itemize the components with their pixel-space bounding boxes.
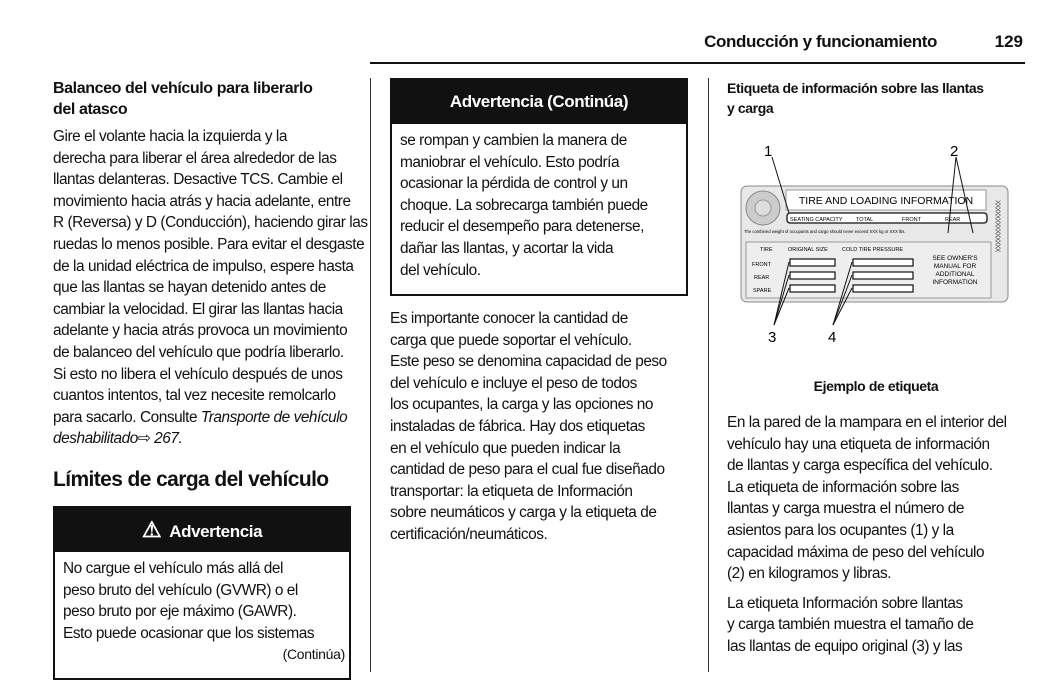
heading-line: Balanceo del vehículo para liberarlo [53,80,313,97]
label-tire: TIRE [760,247,773,253]
text-line: reducir el desempeño para detenerse, [400,218,644,236]
text-line: dañar las llantas, y acortar la vida [400,239,614,257]
text-line: La etiqueta Información sobre llantas [727,594,963,612]
text-line: del vehículo e incluye el peso de todos [390,374,637,392]
warning-header [55,508,349,552]
callout-3: 3 [768,329,777,346]
text-line: Gire el volante hacia la izquierda y la [53,128,287,145]
text-line: En la pared de la mampara en el interior del [727,414,1007,431]
label-rear: REAR [945,217,961,223]
figure-heading [727,78,1025,118]
figure-caption: Ejemplo de etiqueta [813,378,939,394]
xref-page[interactable]: 267. [150,430,183,448]
text-line: maniobrar el vehículo. Esto podría [400,153,620,171]
text-line: que las llantas se hayan detenido antes de [53,279,326,297]
label-title: TIRE AND LOADING INFORMATION [798,195,974,207]
text-line: Es importante conocer la cantidad de [390,310,628,327]
warning-text [392,124,686,287]
text-line: sobre neumáticos y carga y la etiqueta de [390,504,657,522]
label-row: SPARE [753,288,772,294]
text-line: No cargue el vehículo más allá del [63,559,283,577]
text-line: y carga también muestra el tamaño de [727,616,974,634]
text-line: capacidad máxima de peso del vehículo [727,543,985,561]
heading-line: Etiqueta de información sobre las llantas [727,80,984,96]
callout-2: 2 [950,143,959,160]
warning-box [53,506,351,680]
text-line: Si esto no libera el vehículo después de unos [53,365,343,383]
text-line: peso bruto del vehículo (GVWR) o el [63,581,298,599]
text-line: los ocupantes, la carga y las opciones no [390,396,654,414]
text-line: de balanceo del vehículo que podría liberarlo. [53,343,344,361]
label-see: MANUAL FOR [933,263,977,270]
callout-1: 1 [764,143,773,160]
text-line: de la unidad eléctrica de impulso, espere hasta [53,257,354,275]
label-row: FRONT [752,262,771,268]
text-line: Esto puede ocasionar que los sistemas [63,624,315,642]
label-see: INFORMATION [932,279,978,286]
heading-line: y carga [727,100,774,116]
text-line: derecha para liberar el área alrededor de las [53,149,337,167]
svg-text:XXXXXXXXXXXXXX: XXXXXXXXXXXXXX [993,200,1001,252]
text-line: instaladas de fábrica. Hay dos etiquetas [390,417,645,435]
warning-box-continued [390,78,688,296]
text-line: cambiar la velocidad. El girar las llantas hacia [53,300,343,318]
paragraph [390,308,688,546]
xref-link[interactable]: deshabilitado [53,430,138,448]
label-seating: SEATING CAPACITY [790,217,843,223]
heading-line: del atasco [53,101,128,118]
column-3 [727,78,1025,655]
text-line: ruedas lo menos posible. Para evitar el desgaste [53,235,365,253]
warning-header: Advertencia (Continúa) [392,80,686,124]
column-divider [708,78,709,672]
warning-triangle-icon: ⚠ [141,516,162,542]
text-line: las llantas de equipo original (3) y las [727,637,963,655]
callout-4: 4 [828,329,837,346]
column-2 [390,78,688,546]
label-warning: The combined weight of occupants and cargo should never exceed XXX kg or XXX lbs. [744,229,906,234]
paragraph [727,412,1007,585]
text-line: del vehículo. [400,261,481,279]
label-row: REAR [754,275,770,281]
warning-title: Advertencia [169,521,263,541]
label-see: SEE OWNER'S [932,255,978,262]
text-line: de llantas y carga específica del vehículo. [727,457,993,475]
text-line: La etiqueta de información sobre las [727,478,959,496]
text-line: cuantos intentos, tal vez necesite remolcarlo [53,387,336,405]
text-line: choque. La sobrecarga también puede [400,196,648,214]
text-line: carga que puede soportar el vehículo. [390,331,632,349]
text-line: Este peso se denomina capacidad de peso [390,353,667,371]
text-line: adelante y hacia atrás provoca un movimiento [53,322,348,340]
paragraph-end [53,407,351,450]
text-line: certificación/neumáticos. [390,525,548,543]
paragraph [727,593,1007,658]
label-cold: COLD TIRE PRESSURE [842,247,904,253]
text-line: asientos para los ocupantes (1) y la [727,521,954,539]
text-line: cantidad de peso para el cual fue diseñado [390,461,665,479]
text-line: transportar: la etiqueta de Información [390,482,633,500]
section-heading [53,78,351,120]
column-divider [370,78,371,672]
text-line: R (Reversa) y D (Conducción), haciendo girar las [53,214,368,232]
chapter-title: Conducción y funcionamiento [704,32,937,51]
column-1 [53,78,368,680]
text-line: peso bruto por eje máximo (GAWR). [63,603,297,621]
text-line: llantas y carga muestra el número de [727,500,965,518]
page-number: 129 [994,32,1023,51]
text-line: vehículo hay una etiqueta de información [727,435,990,453]
tire-label-illustration [730,140,1030,355]
text-line: ocasionar la pérdida de control y un [400,175,628,193]
warning-text [55,552,349,646]
arrow-icon: ⇨ [137,430,151,448]
xref-link[interactable]: Transporte de vehículo [200,408,348,426]
label-orig: ORIGINAL SIZE [788,247,828,253]
continued-label: (Continúa) [282,646,345,663]
text-line: llantas delanteras. Desactive TCS. Cambie el [53,171,343,189]
text-line: movimiento hacia atrás y hacia adelante, entre [53,192,351,210]
text-line: en el vehículo que pueden indicar la [390,439,621,457]
page-header [370,32,1025,64]
paragraph [53,126,368,407]
text: para sacarlo. Consulte [53,408,201,426]
label-total: TOTAL [856,217,874,223]
text-line: (2) en kilogramos y libras. [727,565,892,583]
label-front: FRONT [902,217,921,223]
text-line: se rompan y cambien la manera de [400,132,627,149]
section-title: Límites de carga del vehículo [53,467,329,491]
label-see: ADDITIONAL [935,271,975,278]
